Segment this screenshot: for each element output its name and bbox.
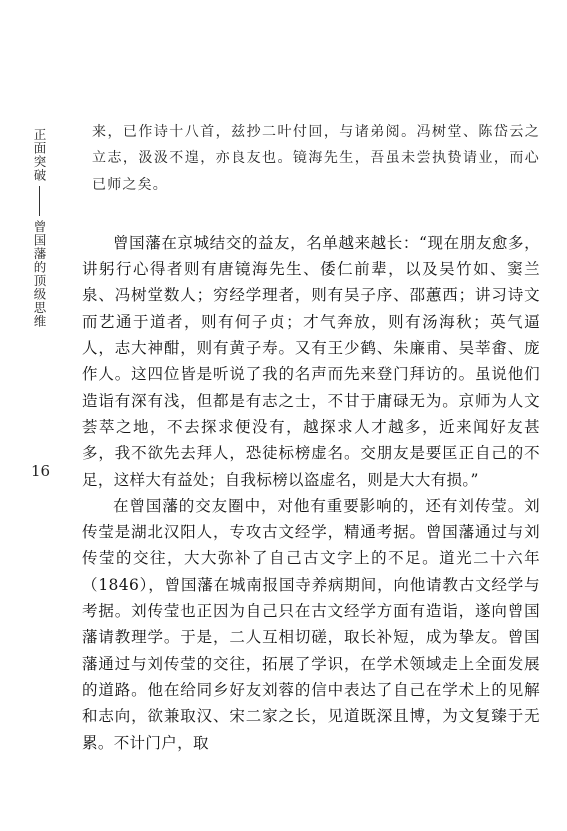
quoted-letter	[92, 119, 540, 198]
running-header	[28, 128, 50, 328]
paragraph-liu-chuanying: 在曾国藩的交友圈中，对他有重要影响的，还有刘传莹。刘传莹是湖北汉阳人，专攻古文经学，精通考据。曾国藩通过与刘传莹的交往，大大弥补了自己古文字上的不足。道光二十六年（1846），曾国藩在城南报国寺养病期间，向他请教古文经学与考据。刘传莹也正因为自己只在古文经学方面有造诣，遂向曾国藩请教理学。于是，二人互相切磋，取长补短，成为挚友。曾国藩通过与刘传莹的交往，拓展了学识，在学术领域走上全面发展的道路。他在给同乡好友刘蓉的信中表达了自己在学术上的见解和志向，欲兼取汉、宋二家之长，见道既深且博，为文复臻于无累。不计门户，取	[82, 496, 540, 752]
book-title-part2: 曾国藩的顶级思维	[32, 220, 47, 328]
page-number: 16	[31, 462, 51, 480]
header-divider	[39, 186, 40, 216]
page-content	[82, 119, 540, 756]
quote-paragraph: 来，已作诗十八首，兹抄二叶付回，与诸弟阅。冯树堂、陈岱云之立志，汲汲不遑，亦良友也。镜海先生，吾虽未尝执贽请业，而心已师之矣。	[92, 124, 540, 193]
body-text	[82, 230, 540, 756]
paragraph-friends-list: 曾国藩在京城结交的益友，名单越来越长：“现在朋友愈多，讲躬行心得者则有唐镜海先生、倭仁前辈，以及吴竹如、窦兰泉、冯树堂数人；穷经学理者，则有吴子序、邵蕙西；讲习诗文而艺通于道者，则有何子贞；才气奔放，则有汤海秋；英气逼人，志大神酣，则有黄子寿。又有王少鹤、朱廉甫、吴莘畬、庞作人。这四位皆是听说了我的名声而先来登门拜访的。虽说他们造诣有深有浅，但都是有志之士，不甘于庸碌无为。京师为人文荟萃之地，不去探求便没有，越探求人才越多，近来闻好友甚多，我不欲先去拜人，恐徒标榜虚名。交朋友是要匡正自己的不足，这样大有益处；自我标榜以盗虚名，则是大大有损。”	[82, 233, 540, 489]
book-title-part1: 正面突破	[32, 128, 47, 182]
